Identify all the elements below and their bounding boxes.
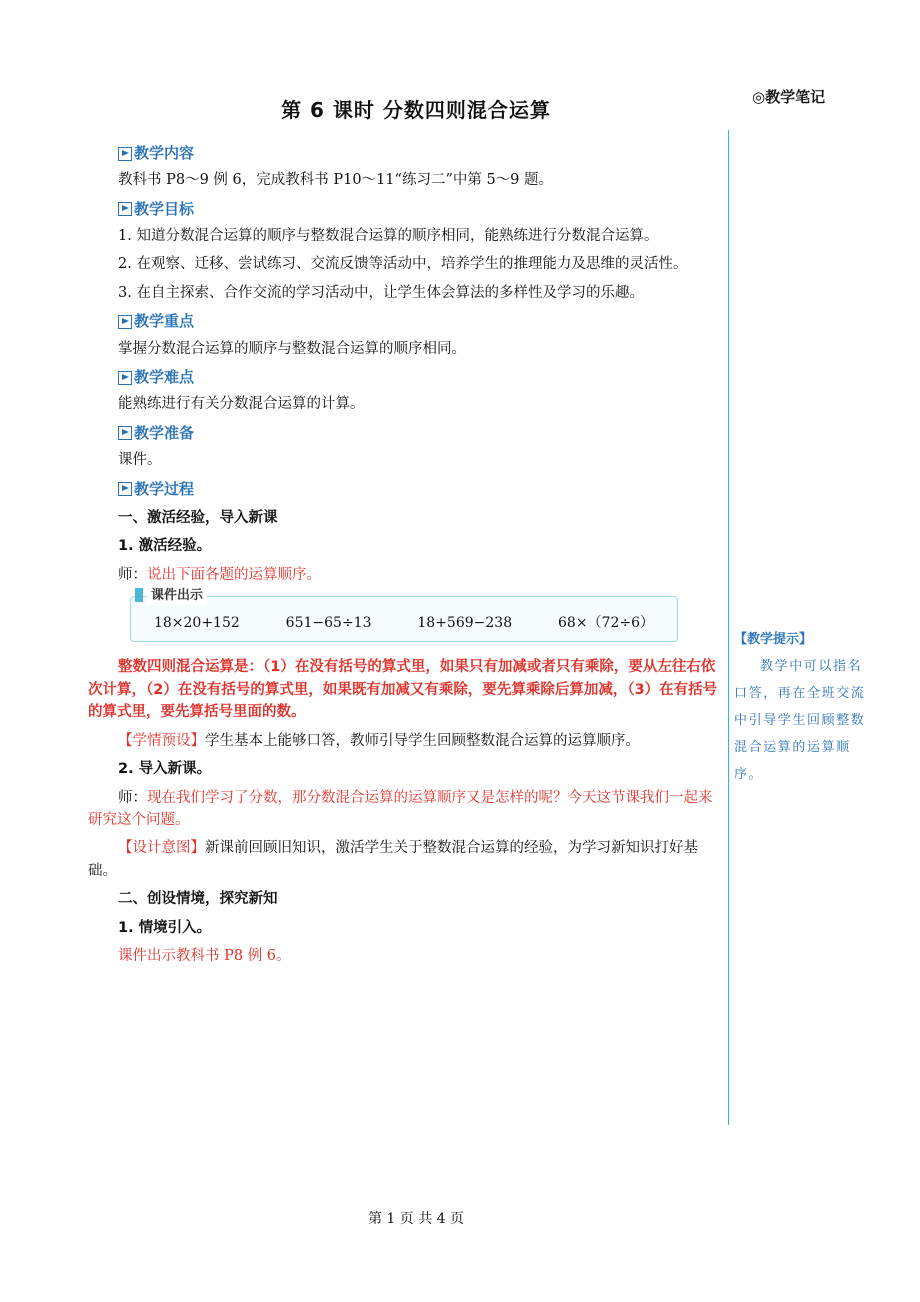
courseware-box <box>130 588 678 642</box>
key-points-text: 掌握分数混合运算的顺序与整数混合运算的顺序相同。 <box>118 340 466 357</box>
play-icon <box>118 482 132 496</box>
rule-text: 整数四则混合运算是：（1）在没有括号的算式里，如果只有加减或者只有乘除，要从左往右依次计算，（2）在没有括号的算式里，如果既有加减又有乘除，要先算乘除后算加减，（3）在有括号的算式里，要先算括号里面的数。 <box>88 659 718 721</box>
play-icon <box>118 426 132 440</box>
section-heading-process: 教学过程 <box>118 478 720 501</box>
main-content <box>88 136 720 974</box>
tip-title: 【教学提示】 <box>734 632 813 647</box>
objective-item: 3. 在自主探索、合作交流的学习活动中，让学生体会算法的多样性及学习的乐趣。 <box>118 284 644 301</box>
expression: 68×（72÷6） <box>558 615 655 632</box>
play-icon <box>118 315 132 329</box>
play-icon <box>118 202 132 216</box>
notes-label: ◎教学笔记 <box>752 88 826 106</box>
step-title: 2. 导入新课。 <box>118 761 212 778</box>
design-paragraph: 【设计意图】新课前回顾旧知识，激活学生关于整数混合运算的经验，为学习新知识打好基础。 <box>88 840 698 879</box>
content-text: 教科书 P8～9 例 6，完成教科书 P10～11“练习二”中第 5～9 题。 <box>118 172 554 189</box>
step-title: 1. 激活经验。 <box>118 538 212 555</box>
section-heading-content: 教学内容 <box>118 142 720 165</box>
preset-paragraph: 【学情预设】学生基本上能够口答，教师引导学生回顾整数混合运算的运算顺序。 <box>118 732 640 749</box>
play-icon <box>118 147 132 161</box>
section-heading-objectives: 教学目标 <box>118 198 720 221</box>
expression: 651−65÷13 <box>285 615 372 632</box>
courseware-expressions <box>131 613 677 635</box>
objective-item: 2. 在观察、迁移、尝试练习、交流反馈等活动中，培养学生的推理能力及思维的灵活性。 <box>118 256 688 273</box>
courseware-line: 课件出示教科书 P8 例 6。 <box>118 948 291 965</box>
section-heading-preparation: 教学准备 <box>118 422 720 445</box>
page-footer: 第 1 页 共 4 页 <box>367 1211 465 1227</box>
section-heading-difficulties: 教学难点 <box>118 366 720 389</box>
teacher-line: 师：现在我们学习了分数，那分数混合运算的运算顺序又是怎样的呢？今天这节课我们一起来研究这个问题。 <box>88 789 713 828</box>
tip-text: 教学中可以指名口答，再在全班交流中引导学生回顾整数混合运算的运算顺序。 <box>734 659 866 783</box>
page-title: 第 6 课时 分数四则混合运算 <box>281 98 551 122</box>
part-title: 二、创设情境，探究新知 <box>118 891 278 908</box>
preparation-text: 课件。 <box>118 452 162 469</box>
expression: 18×20+152 <box>153 615 240 632</box>
difficulties-text: 能熟练进行有关分数混合运算的计算。 <box>118 396 365 413</box>
objective-item: 1. 知道分数混合运算的顺序与整数混合运算的顺序相同，能熟练进行分数混合运算。 <box>118 227 659 244</box>
courseware-label: 课件出示 <box>147 586 207 606</box>
expression: 18+569−238 <box>417 615 513 632</box>
teaching-tip-sidebar <box>734 626 874 788</box>
notes-margin-divider <box>728 130 729 1125</box>
play-icon <box>118 371 132 385</box>
teacher-line: 师：说出下面各题的运算顺序。 <box>118 566 321 583</box>
step-title: 1. 情境引入。 <box>118 919 212 936</box>
section-heading-key-points: 教学重点 <box>118 310 720 333</box>
part-title: 一、激活经验，导入新课 <box>118 509 278 526</box>
